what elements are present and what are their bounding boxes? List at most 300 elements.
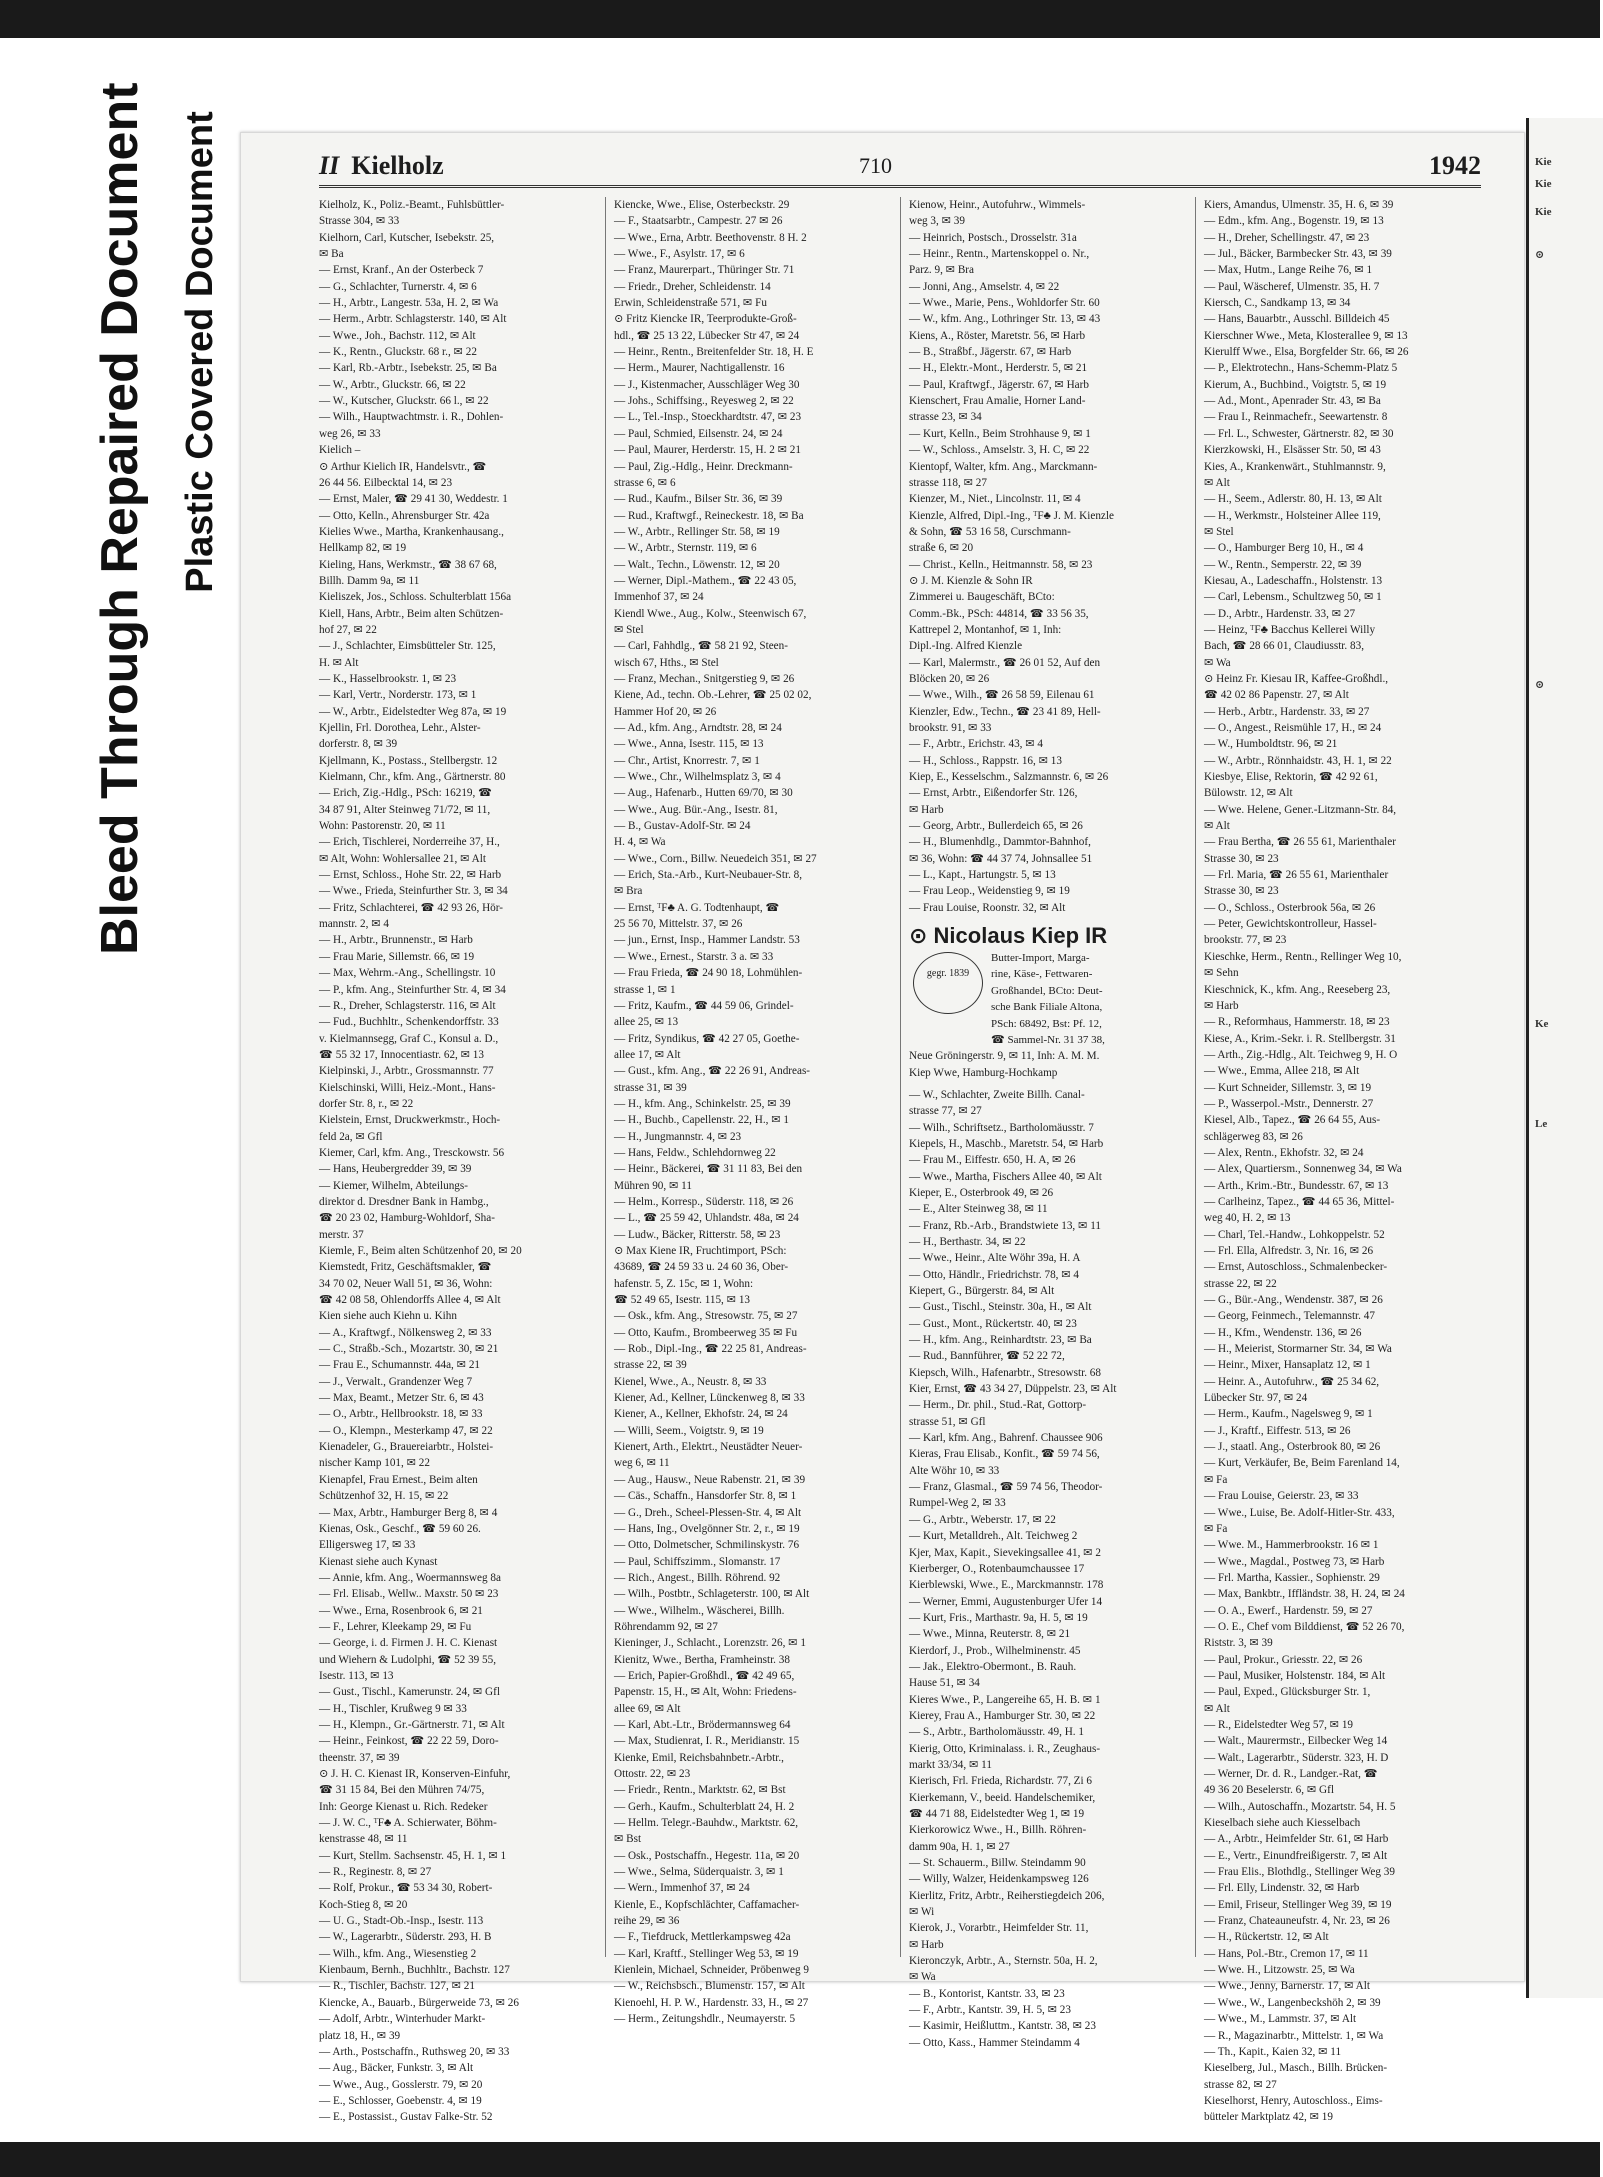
kiep-ad-line: ☎ Sammel-Nr. 31 37 38,: [991, 1033, 1105, 1046]
directory-entry: Kienschert, Frau Amalie, Horner Land-: [909, 395, 1086, 408]
directory-entry: Kierkemann, V., beeid. Handelschemiker,: [909, 1791, 1096, 1804]
directory-entry: — Max, Hutm., Lange Reihe 76, ✉ 1: [1204, 264, 1373, 277]
directory-entry: — Fritz, Syndikus, ☎ 42 27 05, Goethe-: [614, 1032, 800, 1045]
directory-entry: — Heinr., Mixer, Hansaplatz 12, ✉ 1: [1204, 1359, 1371, 1372]
directory-entry: Kieres Wwe., P., Langereihe 65, H. B. ✉ 1: [909, 1693, 1101, 1706]
directory-entry: — Fritz, Kaufm., ☎ 44 59 06, Grindel-: [614, 999, 794, 1012]
kiep-ad-line: Butter-Import, Marga-: [991, 952, 1090, 965]
directory-entry: — O., Klempn., Mesterkamp 47, ✉ 22: [319, 1424, 493, 1437]
directory-entry: — Rob., Dipl.-Ing., ☎ 22 25 81, Andreas-: [614, 1343, 807, 1356]
directory-entry: — Alex, Quartiersm., Sonnenweg 34, ✉ Wa: [1204, 1163, 1402, 1176]
directory-entry: ✉ Alt: [1204, 476, 1230, 489]
directory-entry: — Ludw., Bäcker, Ritterstr. 58, ✉ 23: [614, 1228, 781, 1241]
directory-entry: — Peter, Gewichtskontrolleur, Hassel-: [1204, 918, 1377, 931]
directory-entry: — Jul., Bäcker, Barmbecker Str. 43, ✉ 39: [1204, 248, 1392, 261]
kiep-ad-line: PSch: 68492, Bst: Pf. 12,: [991, 1017, 1102, 1030]
directory-entry: — Wwe. M., Hammerbrookstr. 16 ✉ 1: [1204, 1539, 1379, 1552]
directory-entry: — George, i. d. Firmen J. H. C. Kienast: [319, 1637, 498, 1650]
directory-entry: — Wwe., Magdal., Postweg 73, ✉ Harb: [1204, 1555, 1385, 1568]
directory-entry: — Jonni, Ang., Amselstr. 4, ✉ 22: [909, 280, 1060, 293]
directory-entry: Kierig, Otto, Kriminalass. i. R., Zeughaus-: [909, 1742, 1101, 1755]
directory-entry: — W., Arbtr., Sternstr. 119, ✉ 6: [614, 542, 757, 555]
directory-entry: — Franz, Chateauneufstr. 4, Nr. 23, ✉ 26: [1204, 1915, 1390, 1928]
directory-entry: — K., Hasselbrookstr. 1, ✉ 23: [319, 672, 457, 685]
directory-entry: — Wwe., Anna, Isestr. 115, ✉ 13: [614, 738, 764, 751]
directory-entry: — E., Alter Steinweg 38, ✉ 11: [909, 1203, 1048, 1216]
directory-entry: Kienitz, Wwe., Bertha, Framheinstr. 38: [614, 1653, 790, 1666]
directory-entry: — G., Bür.-Ang., Wendenstr. 387, ✉ 26: [1204, 1294, 1383, 1307]
directory-entry: Inh: George Kienast u. Rich. Redeker: [319, 1800, 488, 1813]
directory-entry: strasse 22, ✉ 22: [1204, 1277, 1277, 1290]
adjacent-page-fragment: Kie: [1535, 156, 1552, 168]
directory-entry: Kienzler, Edw., Techn., ☎ 23 41 89, Hell-: [909, 705, 1101, 718]
adjacent-page-fragment: Le: [1535, 1118, 1548, 1130]
directory-entry: Billh. Damm 9a, ✉ 11: [319, 574, 420, 587]
directory-entry: Kielpinski, J., Arbtr., Grossmannstr. 77: [319, 1065, 494, 1078]
directory-entry: — Gust., Tischl., Steinstr. 30a, H., ✉ Alt: [909, 1301, 1092, 1314]
directory-entry: — Rud., Kraftwgf., Reineckestr. 18, ✉ Ba: [614, 509, 804, 522]
directory-entry: hdl., ☎ 25 13 22, Lübecker Str 47, ✉ 24: [614, 329, 800, 342]
directory-entry: — Walt., Techn., Löwenstr. 12, ✉ 20: [614, 558, 780, 571]
directory-entry: Kiene, Ad., techn. Ob.-Lehrer, ☎ 25 02 02,: [614, 689, 812, 702]
directory-entry: — Wwe., Frieda, Steinfurther Str. 3, ✉ 34: [319, 885, 508, 898]
directory-entry: — J., Schlachter, Eimsbütteler Str. 125,: [319, 640, 496, 653]
header-year: 1942: [1429, 151, 1481, 180]
directory-entry: — Wilh., Schriftsetz., Bartholomäusstr. 7: [909, 1121, 1094, 1134]
directory-entry: — Paul, Zig.-Hdlg., Heinr. Dreckmann-: [614, 460, 793, 473]
directory-entry: — Wwe., W., Langenbeckshöh 2, ✉ 39: [1204, 1996, 1381, 2009]
directory-entry: — D., Arbtr., Hardenstr. 33, ✉ 27: [1204, 607, 1356, 620]
directory-entry: — Paul, Maurer, Herderstr. 15, H. 2 ✉ 21: [614, 444, 801, 457]
directory-entry: — Wilh., kfm. Ang., Wiesenstieg 2: [319, 1947, 477, 1960]
directory-entry: — Erich, Zig.-Hdlg., PSch: 16219, ☎: [319, 787, 493, 800]
directory-entry: reihe 29, ✉ 36: [614, 1915, 680, 1928]
directory-entry: — Helm., Korresp., Süderstr. 118, ✉ 26: [614, 1195, 794, 1208]
directory-entry: Kjellin, Frl. Dorothea, Lehr., Alster-: [319, 722, 481, 734]
directory-entry: — Herm., Arbtr. Schlagsterstr. 140, ✉ Alt: [319, 313, 507, 326]
directory-entry: Kienert, Arth., Elektrt., Neustädter Neuer-: [614, 1441, 803, 1454]
directory-entry: — Wwe., Chr., Wilhelmsplatz 3, ✉ 4: [614, 771, 781, 784]
directory-entry: Kienzle, Alfred, Dipl.-Ing., ᵀF♣ J. M. Kienzle: [909, 509, 1114, 522]
directory-entry: — Wwe., M., Lammstr. 37, ✉ Alt: [1204, 2013, 1357, 2026]
adjacent-page-fragment: ⊙: [1535, 679, 1545, 691]
directory-entry: Kies, A., Krankenwärt., Stuhlmannstr. 9,: [1204, 460, 1386, 473]
directory-entry: — Max, Studienrat, I. R., Meridianstr. 15: [614, 1735, 800, 1748]
directory-entry: — Rolf, Prokur., ☎ 53 34 30, Robert-: [319, 1882, 493, 1895]
directory-entry: — H., Blumenhdlg., Dammtor-Bahnhof,: [909, 836, 1091, 849]
directory-entry: Kienapfel, Frau Ernest., Beim alten: [319, 1473, 478, 1486]
directory-entry: — L., ☎ 25 59 42, Uhlandstr. 48a, ✉ 24: [614, 1212, 799, 1225]
directory-entry: — F., Staatsarbtr., Campestr. 27 ✉ 26: [614, 215, 783, 228]
directory-entry: — W., Rentn., Semperstr. 22, ✉ 39: [1204, 558, 1362, 571]
directory-entry: Strasse 304, ✉ 33: [319, 215, 400, 228]
directory-entry: Parz. 9, ✉ Bra: [909, 264, 974, 277]
directory-entry: — J., Kistenmacher, Ausschläger Weg 30: [614, 378, 800, 391]
directory-entry: — L., Tel.-Insp., Stoeckhardtstr. 47, ✉ 23: [614, 411, 802, 424]
directory-entry: Kieschke, Herm., Rentn., Rellinger Weg 10,: [1204, 950, 1402, 963]
directory-entry: — Wwe., Martha, Fischers Allee 40, ✉ Alt: [909, 1170, 1102, 1183]
directory-entry: — K., Rentn., Gluckstr. 68 r., ✉ 22: [319, 346, 477, 359]
directory-entry: strasse 51, ✉ Gfl: [909, 1415, 986, 1428]
directory-entry: — Wwe. Helene, Gener.-Litzmann-Str. 84,: [1204, 803, 1397, 816]
directory-entry: ✉ Stel: [1204, 525, 1234, 538]
directory-entry: Kielholz, K., Poliz.-Beamt., Fuhlsbüttler-: [319, 199, 505, 211]
directory-entry: — H., kfm. Ang., Reinhardtstr. 23, ✉ Ba: [909, 1334, 1092, 1347]
directory-entry: Kiemstedt, Fritz, Geschäftsmakler, ☎: [319, 1261, 492, 1274]
directory-entry: Kierisch, Frl. Frieda, Richardstr. 77, Zi 6: [909, 1775, 1093, 1788]
directory-entry: — Wwe., Wilh., ☎ 26 58 59, Eilenau 61: [909, 689, 1095, 702]
directory-entry: Kienlein, Michael, Schneider, Pröbenweg 9: [614, 1964, 809, 1977]
directory-entry: Dipl.-Ing. Alfred Kienzle: [909, 640, 1023, 653]
directory-entry: Kienow, Heinr., Autofuhrw., Wimmels-: [909, 199, 1086, 211]
directory-entry: feld 2a, ✉ Gfl: [319, 1130, 383, 1143]
directory-entry: — R., Tischler, Bachstr. 127, ✉ 21: [319, 1980, 475, 1993]
directory-entry: — Max, Beamt., Metzer Str. 6, ✉ 43: [319, 1392, 484, 1405]
adjacent-page-fragment: Kie: [1535, 178, 1552, 190]
directory-entry: strasse 118, ✉ 27: [909, 476, 987, 489]
directory-entry: Kiemle, F., Beim alten Schützenhof 20, ✉ 20: [319, 1245, 522, 1257]
directory-entry: — Carlheinz, Tapez., ☎ 44 65 36, Mittel-: [1204, 1195, 1395, 1208]
directory-entry: — Osk., kfm. Ang., Stresowstr. 75, ✉ 27: [614, 1310, 798, 1323]
adjacent-page-fragment: Kie: [1535, 206, 1552, 218]
directory-entry: Kierzkowski, H., Elsässer Str. 50, ✉ 43: [1204, 444, 1381, 457]
directory-entry: Kiesel, Alb., Tapez., ☎ 26 64 55, Aus-: [1204, 1114, 1381, 1127]
directory-entry: — Frau Frieda, ☎ 24 90 18, Lohmühlen-: [614, 967, 803, 980]
directory-entry: — Herm., Maurer, Nachtigallenstr. 16: [614, 362, 785, 375]
directory-entry: Kierum, A., Buchbind., Voigtstr. 5, ✉ 19: [1204, 378, 1387, 391]
directory-entry: Kiersch, C., Sandkamp 13, ✉ 34: [1204, 297, 1351, 310]
directory-entry: ✉ Alt: [1204, 820, 1230, 833]
directory-entry: kenstrasse 48, ✉ 11: [319, 1833, 408, 1846]
directory-entry: — O., Angest., Reismühle 17, H., ✉ 24: [1204, 722, 1382, 734]
kiep-ad-line: rine, Käse-, Fettwaren-: [991, 968, 1093, 981]
kiep-ad-line: Kiep Wwe, Hamburg-Hochkamp: [909, 1066, 1058, 1079]
directory-entry: Koch-Stieg 8, ✉ 20: [319, 1898, 408, 1911]
directory-entry: ⊙ Fritz Kiencke IR, Teerprodukte-Groß-: [614, 313, 797, 326]
header-keyword: Kielholz: [351, 151, 444, 180]
directory-entry: — Gerh., Kaufm., Schulterblatt 24, H. 2: [614, 1800, 795, 1813]
directory-entry: — H., Elektr.-Mont., Herderstr. 5, ✉ 21: [909, 362, 1088, 375]
directory-entry: — W., Arbtr., Rönnhaidstr. 43, H. 1, ✉ 22: [1204, 754, 1392, 767]
directory-entry: — jun., Ernst, Insp., Hammer Landstr. 53: [614, 934, 800, 947]
directory-entry: — A., Arbtr., Heimfelder Str. 61, ✉ Harb: [1204, 1833, 1389, 1846]
directory-entry: ⊙ Heinz Fr. Kiesau IR, Kaffee-Großhdl.,: [1204, 672, 1389, 685]
directory-entry: Riststr. 3, ✉ 39: [1204, 1637, 1273, 1650]
directory-entry: — G., Dreh., Scheel-Plessen-Str. 4, ✉ Alt: [614, 1506, 802, 1519]
column-2: [614, 197, 890, 2026]
column-divider: [900, 197, 901, 1957]
directory-entry: Papenstr. 15, H., ✉ Alt, Wohn: Friedens-: [614, 1686, 797, 1699]
directory-entry: Kielies Wwe., Martha, Krankenhausang.,: [319, 525, 504, 538]
directory-entry: Rumpel-Weg 2, ✉ 33: [909, 1497, 1006, 1510]
directory-entry: Comm.-Bk., PSch: 44814, ☎ 33 56 35,: [909, 607, 1089, 620]
directory-entry: mannstr. 2, ✉ 4: [319, 918, 389, 931]
directory-entry: — Hans, Feldw., Schlehdornweg 22: [614, 1146, 776, 1159]
directory-entry: — Ernst, Maler, ☎ 29 41 30, Weddestr. 1: [319, 493, 508, 506]
directory-entry: H. ✉ Alt: [319, 656, 359, 669]
directory-entry: — Carl, Lebensm., Schultzweg 50, ✉ 1: [1204, 591, 1382, 604]
directory-entry: — Wwe., Jenny, Barnerstr. 17, ✉ Alt: [1204, 1980, 1370, 1993]
directory-entry: — Max, Wehrm.-Ang., Schellingstr. 10: [319, 967, 496, 980]
section-number: II: [319, 151, 340, 180]
directory-entry: — Willi, Seem., Voigtstr. 9, ✉ 19: [614, 1424, 764, 1437]
directory-entry: — Aug., Hafenarb., Hutten 69/70, ✉ 30: [614, 787, 793, 800]
directory-entry: — Kurt, Kelln., Beim Strohhause 9, ✉ 1: [909, 427, 1091, 440]
directory-entry: Erwin, Schleidenstraße 571, ✉ Fu: [614, 297, 767, 310]
directory-entry: — Frl. Elly, Lindenstr. 32, ✉ Harb: [1204, 1882, 1360, 1895]
directory-entry: — Frl. L., Schwester, Gärtnerstr. 82, ✉ 30: [1204, 427, 1394, 440]
kiep-ad-name: ⊙ Nicolaus Kiep IR: [909, 923, 1108, 949]
adjacent-page-fragment: ⊙: [1535, 249, 1545, 261]
directory-entry: — F., Arbtr., Kantstr. 39, H. 5, ✉ 23: [909, 2004, 1071, 2017]
directory-entry: — H., Dreher, Schellingstr. 47, ✉ 23: [1204, 231, 1370, 244]
directory-entry: — Heinr. A., Autofuhrw., ☎ 25 34 62,: [1204, 1375, 1380, 1388]
directory-entry: — Rich., Angest., Billh. Röhrend. 92: [614, 1571, 781, 1584]
directory-entry: allee 17, ✉ Alt: [614, 1048, 681, 1061]
directory-entry: — F., Lehrer, Kleekamp 29, ✉ Fu: [319, 1620, 472, 1633]
directory-entry: Mühren 90, ✉ 11: [614, 1179, 692, 1192]
directory-entry: — Alex, Rentn., Ekhofstr. 32, ✉ 24: [1204, 1146, 1364, 1159]
directory-entry: — H., Meierist, Stormarner Str. 34, ✉ Wa: [1204, 1343, 1392, 1356]
directory-entry: — G., Arbtr., Weberstr. 17, ✉ 22: [909, 1513, 1056, 1526]
directory-entry: — L., Kapt., Hartungstr. 5, ✉ 13: [909, 869, 1056, 882]
directory-entry: ✉ Stel: [614, 623, 644, 636]
directory-entry: — F., Tiefdruck, Mettlerkampsweg 42a: [614, 1931, 791, 1944]
directory-entry: Kierblewski, Wwe., E., Marckmannstr. 178: [909, 1579, 1104, 1592]
kiep-founding-seal: gegr. 1839: [913, 952, 983, 1014]
directory-entry: — Paul, Schmied, Eilsenstr. 24, ✉ 24: [614, 427, 783, 440]
directory-entry: Kieliszek, Jos., Schloss. Schulterblatt 156a: [319, 591, 512, 604]
directory-entry: — Friedr., Rentn., Marktstr. 62, ✉ Bst: [614, 1784, 786, 1797]
directory-entry: — Chr., Artist, Knorrestr. 7, ✉ 1: [614, 754, 760, 767]
directory-entry: Kienoehl, H. P. W., Hardenstr. 33, H., ✉ 27: [614, 1996, 809, 2009]
directory-entry: — Christ., Kelln., Heitmannstr. 58, ✉ 23: [909, 558, 1093, 571]
directory-entry: 34 70 02, Neuer Wall 51, ✉ 36, Wohn:: [319, 1277, 493, 1290]
directory-entry: — Paul, Prokur., Griesstr. 22, ✉ 26: [1204, 1653, 1363, 1666]
directory-entry: damm 90a, H. 1, ✉ 27: [909, 1840, 1010, 1853]
header-rule: [319, 185, 1481, 188]
directory-entry: — J., staatl. Ang., Osterbrook 80, ✉ 26: [1204, 1441, 1381, 1454]
directory-entry: — Hans, Ing., Ovelgönner Str. 2, r., ✉ 19: [614, 1522, 800, 1535]
directory-entry: — Wilh., Autoschaffn., Mozartstr. 54, H. 5: [1204, 1800, 1396, 1813]
directory-entry: Immenhof 37, ✉ 24: [614, 591, 704, 604]
directory-entry: platz 18, H., ✉ 39: [319, 2029, 401, 2042]
directory-entry: — Wwe. H., Litzowstr. 25, ✉ Wa: [1204, 1964, 1355, 1977]
directory-entry: — Wwe., Erna, Rosenbrook 6, ✉ 21: [319, 1604, 483, 1617]
directory-entry: — Adolf, Arbtr., Winterhuder Markt-: [319, 2013, 486, 2026]
directory-entry: — Karl, Malermstr., ☎ 26 01 52, Auf den: [909, 656, 1101, 669]
directory-entry: — Ernst, ᵀF♣ A. G. Todtenhaupt, ☎: [614, 901, 780, 914]
directory-entry: Kielstein, Ernst, Druckwerkmstr., Hoch-: [319, 1114, 501, 1127]
directory-entry: Kierkorowicz Wwe., H., Billh. Röhren-: [909, 1824, 1087, 1837]
column-1: [319, 197, 595, 2124]
directory-entry: — F., Arbtr., Erichstr. 43, ✉ 4: [909, 738, 1044, 751]
directory-entry: Kiese, A., Krim.-Sekr. i. R. Stellbergstr. 31: [1204, 1032, 1396, 1045]
directory-entry: Kielich –: [319, 444, 361, 457]
directory-entry: — Paul, Musiker, Holstenstr. 184, ✉ Alt: [1204, 1669, 1386, 1682]
directory-entry: Lübecker Str. 97, ✉ 24: [1204, 1392, 1308, 1405]
directory-entry: Kattrepel 2, Montanhof, ✉ 1, Inh:: [909, 623, 1062, 636]
directory-entry: — H., Schloss., Rappstr. 16, ✉ 13: [909, 754, 1062, 767]
directory-entry: Kielmann, Chr., kfm. Ang., Gärtnerstr. 80: [319, 771, 506, 784]
directory-entry: — Wwe., Ernest., Starstr. 3 a. ✉ 33: [614, 950, 774, 963]
directory-entry: — Heinr., Rentn., Martenskoppel o. Nr.,: [909, 248, 1090, 261]
directory-entry: ✉ Fa: [1204, 1473, 1228, 1486]
directory-entry: 34 87 91, Alter Steinweg 71/72, ✉ 11,: [319, 803, 491, 816]
directory-entry: ☎ 31 15 84, Bei den Mühren 74/75,: [319, 1784, 485, 1797]
directory-entry: — Gust., Mont., Rückertstr. 40, ✉ 23: [909, 1317, 1077, 1330]
directory-entry: allee 69, ✉ Alt: [614, 1702, 681, 1715]
directory-entry: — Fud., Buchhltr., Schenkendorffstr. 33: [319, 1016, 499, 1029]
directory-entry: — Frl. Elisab., Wellw.. Maxstr. 50 ✉ 23: [319, 1588, 499, 1601]
directory-entry: — Frau Louise, Roonstr. 32, ✉ Alt: [909, 901, 1066, 914]
directory-entry: Kiell, Hans, Arbtr., Beim alten Schützen-: [319, 607, 504, 620]
directory-entry: Kienke, Emil, Reichsbahnbetr.-Arbtr.,: [614, 1751, 784, 1764]
directory-entry: — Frau M., Eiffestr. 650, H. A, ✉ 26: [909, 1154, 1076, 1167]
directory-entry: — Hans, Heubergredder 39, ✉ 39: [319, 1163, 472, 1176]
directory-entry: — Kurt, Metalldreh., Alt. Teichweg 2: [909, 1530, 1078, 1543]
directory-entry: Kierlitz, Fritz, Arbtr., Reiherstiegdeich 206,: [909, 1889, 1105, 1902]
directory-entry: — Hans, Pol.-Btr., Cremon 17, ✉ 11: [1204, 1947, 1369, 1960]
directory-entry: — C., Straßb.-Sch., Mozartstr. 30, ✉ 21: [319, 1343, 499, 1356]
directory-entry: brookstr. 91, ✉ 33: [909, 722, 992, 734]
directory-entry: — P., Elektrotechn., Hans-Schemm-Platz 5: [1204, 362, 1398, 375]
directory-entry: — Werner, Dipl.-Mathem., ☎ 22 43 05,: [614, 574, 797, 587]
directory-entry: — Wwe., Selma, Süderquaistr. 3, ✉ 1: [614, 1866, 784, 1879]
directory-entry: — Gust., kfm. Ang., ☎ 22 26 91, Andreas-: [614, 1065, 811, 1078]
directory-entry: Kieselhorst, Henry, Autoschloss., Eims-: [1204, 2094, 1383, 2107]
directory-entry: — Werner, Emmi, Augustenburger Ufer 14: [909, 1595, 1103, 1608]
directory-entry: — R., Magazinarbtr., Mittelstr. 1, ✉ Wa: [1204, 2029, 1384, 2042]
directory-entry: strasse 23, ✉ 34: [909, 411, 982, 424]
directory-entry: — Wwe., Joh., Bachstr. 112, ✉ Alt: [319, 329, 476, 342]
directory-entry: Kielschinski, Willi, Heiz.-Mont., Hans-: [319, 1081, 496, 1094]
directory-entry: — Edm., kfm. Ang., Bogenstr. 19, ✉ 13: [1204, 215, 1384, 228]
directory-entry: — Kurt, Stellm. Sachsenstr. 45, H. 1, ✉ 1: [319, 1849, 507, 1862]
directory-entry: weg 6, ✉ 11: [614, 1457, 670, 1470]
directory-entry: ✉ Bra: [614, 885, 643, 898]
directory-entry: Kieras, Frau Elisab., Konfit., ☎ 59 74 56,: [909, 1448, 1100, 1461]
directory-entry: Kiesbye, Elise, Rektorin, ☎ 42 92 61,: [1204, 771, 1378, 784]
directory-entry: — Ernst, Autoschloss., Schmalenbecker-: [1204, 1261, 1388, 1274]
directory-entry: weg 26, ✉ 33: [319, 427, 381, 440]
directory-entry: strasse 1, ✉ 1: [614, 983, 676, 996]
kiep-ad-line: Neue Gröningerstr. 9, ✉ 11, Inh: A. M. M.: [909, 1050, 1100, 1063]
directory-entry: Kiener, A., Kellner, Ekhofstr. 24, ✉ 24: [614, 1408, 788, 1421]
directory-entry: allee 25, ✉ 13: [614, 1016, 679, 1029]
directory-entry: Kiemer, Carl, kfm. Ang., Tresckowstr. 56: [319, 1146, 505, 1159]
directory-entry: — Heinr., Rentn., Breitenfelder Str. 18, H. E: [614, 346, 814, 359]
directory-entry: Kienadeler, G., Brauereiarbtr., Holstei-: [319, 1441, 494, 1454]
directory-entry: Kierdorf, J., Prob., Wilhelminenstr. 45: [909, 1644, 1081, 1657]
directory-entry: — Wwe., Emma, Allee 218, ✉ Alt: [1204, 1065, 1360, 1078]
directory-entry: — Otto, Kaufm., Brombeerweg 35 ✉ Fu: [614, 1326, 798, 1339]
directory-entry: — E., Vertr., Einundfreißigerstr. 7, ✉ Alt: [1204, 1849, 1388, 1862]
directory-entry: — Ernst, Arbtr., Eißendorfer Str. 126,: [909, 787, 1078, 800]
directory-entry: — Cäs., Schaffn., Hansdorfer Str. 8, ✉ 1: [614, 1490, 797, 1503]
directory-entry: — Franz, Glasmal., ☎ 59 74 56, Theodor-: [909, 1481, 1103, 1494]
directory-entry: ✉ Wi: [909, 1906, 935, 1919]
directory-entry: — Willy, Walzer, Heidenkampsweg 126: [909, 1873, 1089, 1886]
kiep-ad-line: sche Bank Filiale Altona,: [991, 1001, 1103, 1014]
directory-entry: merstr. 37: [319, 1228, 364, 1241]
directory-entry: — Arth., Zig.-Hdlg., Alt. Teichweg 9, H. O: [1204, 1048, 1398, 1061]
directory-entry: — J., Verwalt., Grandenzer Weg 7: [319, 1375, 473, 1388]
directory-entry: — Wwe., Heinr., Alte Wöhr 39a, H. A: [909, 1252, 1081, 1265]
directory-entry: — O., Schloss., Osterbrook 56a, ✉ 26: [1204, 901, 1376, 914]
directory-entry: ☎ 42 08 58, Ohlendorffs Allee 4, ✉ Alt: [319, 1294, 501, 1307]
directory-entry: & Sohn, ☎ 53 16 58, Curschmann-: [909, 525, 1071, 538]
directory-entry: — Gust., Tischl., Kamerunstr. 24, ✉ Gfl: [319, 1686, 500, 1699]
directory-page: [240, 132, 1525, 2124]
directory-entry: — W., Arbtr., Rellinger Str. 58, ✉ 19: [614, 525, 780, 538]
directory-entry: Bülowstr. 12, ✉ Alt: [1204, 787, 1293, 800]
directory-entry: hof 27, ✉ 22: [319, 623, 377, 636]
directory-entry: Isestr. 113, ✉ 13: [319, 1669, 394, 1682]
kiep-ad-line: Großhandel, BCto: Deut-: [991, 984, 1103, 997]
directory-entry: — Wilh., Hauptwachtmstr. i. R., Dohlen-: [319, 411, 504, 424]
directory-entry: — R., Dreher, Schlagsterstr. 116, ✉ Alt: [319, 999, 496, 1012]
directory-entry: — Aug., Hausw., Neue Rabenstr. 21, ✉ 39: [614, 1473, 806, 1486]
directory-entry: ✉ Sehn: [1204, 967, 1239, 980]
directory-entry: Wohn: Pastorenstr. 20, ✉ 11: [319, 820, 446, 833]
kiep-advertisement: [909, 922, 1185, 1081]
directory-entry: ✉ Ba: [319, 248, 344, 261]
directory-entry: Alte Wöhr 10, ✉ 33: [909, 1464, 1000, 1477]
directory-entry: Hause 51, ✉ 34: [909, 1677, 980, 1690]
directory-entry: 43689, ☎ 24 59 33 u. 24 60 36, Ober-: [614, 1261, 789, 1274]
directory-entry: — Wwe., Luise, Be. Adolf-Hitler-Str. 433,: [1204, 1506, 1395, 1519]
directory-entry: — Frau Leop., Weidenstieg 9, ✉ 19: [909, 885, 1070, 898]
directory-entry: — J., Kraftf., Eiffestr. 513, ✉ 26: [1204, 1424, 1351, 1437]
directory-entry: Kieninger, J., Schlacht., Lorenzstr. 26, ✉ 1: [614, 1637, 806, 1650]
directory-entry: — Erich, Papier-Großhdl., ☎ 42 49 65,: [614, 1669, 795, 1682]
directory-entry: — Heinr., Bäckerei, ☎ 31 11 83, Bei den: [614, 1163, 803, 1176]
directory-entry: — Kurt Schneider, Sillemstr. 3, ✉ 19: [1204, 1081, 1372, 1094]
directory-entry: — H., Arbtr., Langestr. 53a, H. 2, ✉ Wa: [319, 297, 499, 310]
directory-entry: Strasse 30, ✉ 23: [1204, 885, 1279, 898]
directory-entry: und Wiehern & Ludolphi, ☎ 52 39 55,: [319, 1653, 497, 1666]
directory-entry: — W., Reichsbsch., Blumenstr. 157, ✉ Alt: [614, 1980, 805, 1993]
directory-entry: markt 33/34, ✉ 11: [909, 1758, 992, 1771]
plastic-covered-label: Plastic Covered Document: [179, 111, 221, 593]
directory-entry: — H., Werkmstr., Holsteiner Allee 119,: [1204, 509, 1381, 522]
directory-entry: Kieschnick, K., kfm. Ang., Reeseberg 23,: [1204, 983, 1391, 996]
directory-entry: ☎ 42 02 86 Papenstr. 27, ✉ Alt: [1204, 689, 1349, 702]
directory-entry: — P., kfm. Ang., Steinfurther Str. 4, ✉ 34: [319, 983, 506, 996]
directory-entry: — E., Postassist., Gustav Falke-Str. 52: [319, 2111, 493, 2124]
directory-entry: — W., Arbtr., Gluckstr. 66, ✉ 22: [319, 378, 466, 391]
directory-entry: Kiers, Amandus, Ulmenstr. 35, H. 6, ✉ 39: [1204, 199, 1394, 211]
directory-entry: Blöcken 20, ✉ 26: [909, 672, 990, 685]
directory-entry: — Arth., Postschaffn., Ruthsweg 20, ✉ 33: [319, 2045, 510, 2058]
directory-entry: Hammer Hof 20, ✉ 26: [614, 705, 717, 718]
directory-entry: Kienel, Wwe., A., Neustr. 8, ✉ 33: [614, 1375, 767, 1388]
directory-entry: — Paul, Exped., Glücksburger Str. 1,: [1204, 1686, 1371, 1699]
directory-entry: — W., Lagerarbtr., Süderstr. 293, H. B: [319, 1931, 492, 1944]
directory-entry: ⊙ J. M. Kienzle & Sohn IR: [909, 574, 1033, 587]
directory-entry: Kierok, J., Vorarbtr., Heimfelder Str. 11,: [909, 1922, 1089, 1935]
column-3: [909, 197, 1185, 2049]
column-divider: [605, 197, 606, 1957]
directory-entry: — Heinr., Feinkost, ☎ 22 22 59, Doro-: [319, 1735, 499, 1748]
directory-entry: — Th., Kapit., Kaien 32, ✉ 11: [1204, 2045, 1342, 2058]
directory-entry: — Kiemer, Wilhelm, Abteilungs-: [319, 1179, 468, 1192]
directory-entry: — Frau E., Schumannstr. 44a, ✉ 21: [319, 1359, 481, 1372]
directory-entry: — Max, Bankbtr., Iffländstr. 38, H. 24, ✉ 24: [1204, 1588, 1405, 1601]
directory-entry: wisch 67, Hths., ✉ Stel: [614, 656, 719, 669]
directory-entry: — Max, Arbtr., Hamburger Berg 8, ✉ 4: [319, 1506, 498, 1519]
